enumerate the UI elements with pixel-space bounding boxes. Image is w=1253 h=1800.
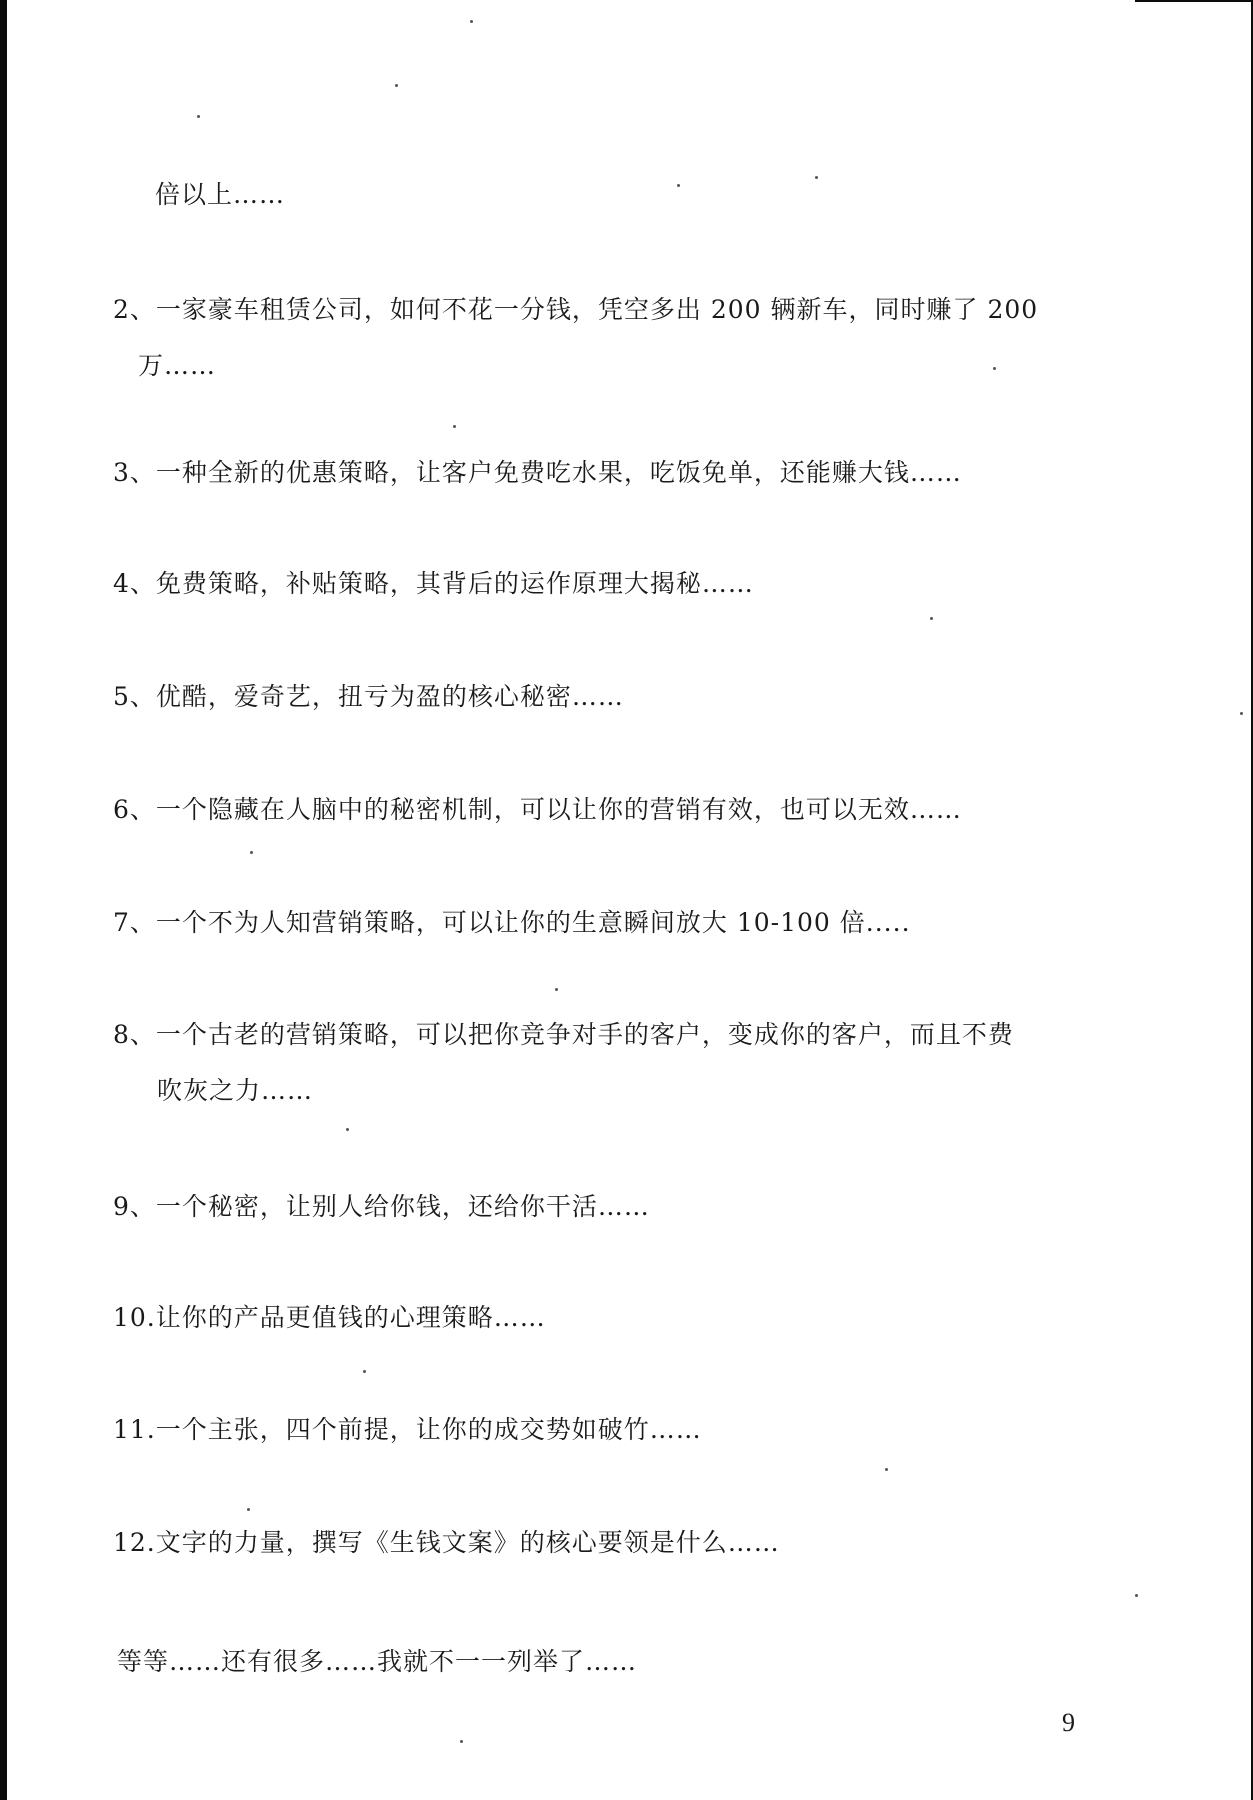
list-item-7: 7、一个不为人知营销策略，可以让你的生意瞬间放大 10-100 倍..... bbox=[113, 908, 911, 937]
list-item-10: 10.让你的产品更值钱的心理策略…… bbox=[113, 1303, 546, 1332]
scan-speck bbox=[1135, 1594, 1138, 1597]
scan-speck bbox=[677, 184, 680, 187]
scan-top-rule bbox=[1135, 0, 1253, 2]
scan-speck bbox=[460, 1740, 463, 1743]
scan-speck bbox=[555, 988, 558, 991]
list-item-8: 8、一个古老的营销策略，可以把你竞争对手的客户，变成你的客户，而且不费 bbox=[113, 1020, 1014, 1049]
list-item-3: 3、一种全新的优惠策略，让客户免费吃水果，吃饭免单，还能赚大钱…… bbox=[113, 458, 962, 487]
list-item-9: 9、一个秘密，让别人给你钱，还给你干活…… bbox=[113, 1192, 650, 1221]
scan-speck bbox=[247, 1508, 250, 1511]
list-item-2: 2、一家豪车租赁公司，如何不花一分钱，凭空多出 200 辆新车，同时赚了 200 bbox=[113, 295, 1039, 324]
scan-speck bbox=[346, 1128, 349, 1131]
list-item-8-continuation: 吹灰之力…… bbox=[157, 1076, 314, 1105]
page-number: 9 bbox=[1062, 1708, 1075, 1737]
text-line: 倍以上…… bbox=[155, 180, 286, 209]
list-item-5: 5、优酷，爱奇艺，扭亏为盈的核心秘密…… bbox=[113, 682, 624, 711]
list-item-6: 6、一个隐藏在人脑中的秘密机制，可以让你的营销有效，也可以无效…… bbox=[113, 795, 962, 824]
scan-left-edge bbox=[0, 0, 7, 1800]
scan-speck bbox=[1240, 712, 1243, 715]
list-item-4: 4、免费策略，补贴策略，其背后的运作原理大揭秘…… bbox=[113, 569, 754, 598]
closing-line: 等等……还有很多……我就不一一列举了…… bbox=[117, 1647, 638, 1676]
list-item-12: 12.文字的力量，撰写《生钱文案》的核心要领是什么…… bbox=[113, 1528, 780, 1557]
scan-speck bbox=[395, 84, 398, 87]
list-item-2-continuation: 万…… bbox=[138, 351, 217, 380]
scan-speck bbox=[250, 851, 253, 854]
scan-speck bbox=[815, 176, 818, 179]
scan-speck bbox=[363, 1370, 366, 1373]
scan-speck bbox=[197, 115, 200, 118]
scan-speck bbox=[930, 617, 933, 620]
scan-speck bbox=[993, 367, 996, 370]
scan-speck bbox=[453, 425, 456, 428]
list-item-11: 11.一个主张，四个前提，让你的成交势如破竹…… bbox=[113, 1415, 702, 1444]
scan-speck bbox=[470, 20, 473, 23]
scan-speck bbox=[885, 1468, 888, 1471]
